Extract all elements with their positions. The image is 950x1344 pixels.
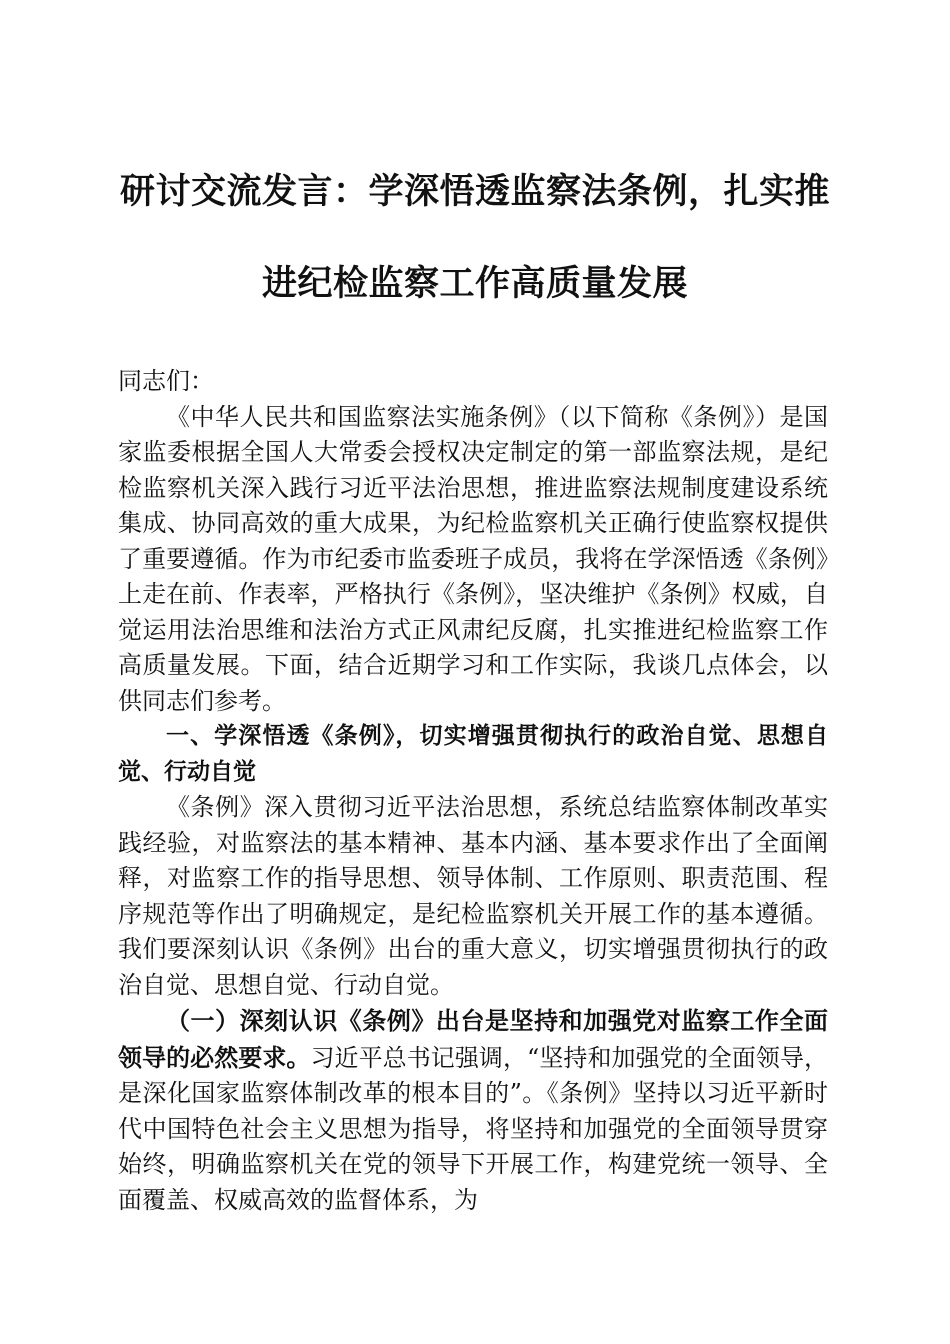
intro-paragraph: 《中华人民共和国监察法实施条例》（以下简称《条例》）是国家监委根据全国人大常委会授权决定制定的第一部监察法规，是纪检监察机关深入践行习近平法治思想，推进监察法规制度建设系统集成、协同高效的重大成果，为纪检监察机关正确行使监察权提供了重要遵循。作为市纪委市监委班子成员，我将在学深悟透《条例》上走在前、作表率，严格执行《条例》，坚决维护《条例》权威，自觉运用法治思维和法治方式正风肃纪反腐，扎实推进纪检监察工作高质量发展。下面，结合近期学习和工作实际，我谈几点体会，以供同志们参考。 — [118, 402, 828, 715]
subsection-text: 习近平总书记强调，“坚持和加强党的全面领导，是深化国家监察体制改革的根本目的”。《条例》坚持以习近平新时代中国特色社会主义思想为指导，将坚持和加强党的全面领导贯穿始终，明确监察机关在党的领导下开展工作，构建党统一领导、全面覆盖、权威高效的监督体系，为 — [118, 1043, 828, 1214]
section-heading: 一、学深悟透《条例》，切实增强贯彻执行的政治自觉、思想自觉、行动自觉 — [118, 723, 828, 785]
subsection-paragraph — [118, 1003, 828, 1218]
salutation: 同志们： — [118, 367, 214, 395]
document-body — [118, 364, 828, 1218]
document-title-line1: 研讨交流发言：学深悟透监察法条例，扎实推 — [119, 171, 830, 212]
subsection-heading: （一）深刻认识《条例》出台是坚持和加强党对监察工作全面领导的必然要求。 — [118, 1006, 828, 1072]
document-title-line2: 进纪检监察工作高质量发展 — [261, 263, 688, 304]
section-paragraph: 《条例》深入贯彻习近平法治思想，系统总结监察体制改革实践经验，对监察法的基本精神、基本内涵、基本要求作出了全面阐释，对监察工作的指导思想、领导体制、工作原则、职责范围、程序规范等作出了明确规定，是纪检监察机关开展工作的基本遵循。我们要深刻认识《条例》出台的重大意义，切实增强贯彻执行的政治自觉、思想自觉、行动自觉。 — [118, 793, 828, 999]
